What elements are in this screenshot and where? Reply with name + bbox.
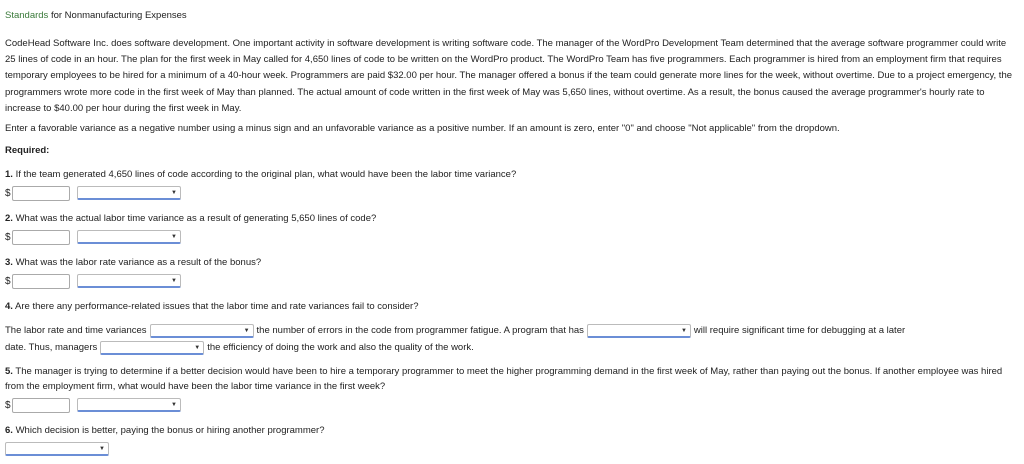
page-title: [5, 10, 1019, 22]
title-rest: for Nonmanufacturing Expenses: [48, 10, 187, 21]
q4-text-part1: The labor rate and time variances: [5, 325, 147, 337]
chevron-down-icon: ▼: [171, 402, 177, 409]
answer-row-5: [5, 395, 1019, 415]
q4-text-part3: will require significant time for debugging at a later: [693, 325, 906, 337]
intro-paragraph: CodeHead Software Inc. does software development. One important activity in software development is writing software code. The manager of the WordPro Development Team determined that the average software programmer could write 25 lines of code in an hour. The plan for the first week in May called for 4,650 lines of code to be written on the WordPro product. The WordPro Team has five programmers. Each programmer is hired from an employment firm that requires temporary employees to be hired for a minimum of a 40-hour week. Programmers are paid $32.00 per hour. The manager offered a bonus if the team could generate more lines for the week, without overtime. Due to a project emergency, the programmers wrote more code in the first week of May than planned. The actual amount of code written in the first week of May was 5,650 lines, without overtime. As a result, the bonus caused the average programmer's hourly rate to increase to $40.00 per hour during the first week in May.: [5, 38, 1013, 114]
q4-answer-sentence: [5, 322, 1019, 356]
currency-symbol: $: [5, 187, 11, 199]
question-text: If the team generated 4,650 lines of code according to the original plan, what would have been the labor time variance?: [12, 169, 517, 181]
q4-dropdown-1[interactable]: [150, 324, 254, 338]
q4-dropdown-3[interactable]: [100, 341, 204, 355]
chevron-down-icon: ▼: [171, 234, 177, 241]
amount-input-3[interactable]: [12, 274, 70, 289]
currency-symbol: $: [5, 231, 11, 243]
q4-text-part4: date. Thus, managers: [5, 342, 98, 354]
decision-dropdown[interactable]: [5, 442, 109, 456]
question-3: [5, 256, 1019, 270]
amount-input-2[interactable]: [12, 230, 70, 245]
amount-input-5[interactable]: [12, 398, 70, 413]
q4-text-part2: the number of errors in the code from programmer fatigue. A program that has: [256, 325, 584, 337]
variance-type-dropdown-1[interactable]: [77, 186, 181, 200]
question-number: 4.: [5, 301, 13, 313]
answer-row-2: [5, 227, 1019, 247]
question-number: 1.: [5, 169, 13, 181]
chevron-down-icon: ▼: [680, 327, 687, 334]
currency-symbol: $: [5, 275, 11, 287]
question-2: [5, 212, 1019, 226]
question-text: What was the actual labor time variance as a result of generating 5,650 lines of code?: [12, 213, 377, 225]
variance-type-dropdown-2[interactable]: [77, 230, 181, 244]
q4-text-part5: the efficiency of doing the work and also the quality of the work.: [207, 342, 474, 354]
question-number: 2.: [5, 213, 13, 225]
question-4: [5, 300, 1019, 314]
question-5: [5, 364, 1019, 394]
q4-dropdown-2[interactable]: [587, 324, 691, 338]
question-number: 3.: [5, 257, 13, 269]
variance-type-dropdown-5[interactable]: [77, 398, 181, 412]
chevron-down-icon: ▼: [243, 327, 250, 334]
question-1: [5, 168, 1019, 182]
instruction-text: Enter a favorable variance as a negative number using a minus sign and an unfavorable variance as a positive number. If an amount is zero, enter "0" and choose "Not applicable" from the dropdown.: [5, 123, 840, 135]
question-6: [5, 424, 1019, 438]
required-label: Required:: [5, 145, 50, 157]
chevron-down-icon: ▼: [171, 190, 177, 197]
answer-row-3: [5, 271, 1019, 291]
amount-input-1[interactable]: [12, 186, 70, 201]
question-text: Which decision is better, paying the bonus or hiring another programmer?: [12, 425, 325, 437]
currency-symbol: $: [5, 399, 11, 411]
question-text: The manager is trying to determine if a better decision would have been to hire a temporary programmer to meet the higher programming demand in the first week of May, rather than paying out the bonus. If another employee was hired from the employment firm, what would have been the labor time variance in the first week?: [5, 366, 1003, 393]
title-prefix: Standards: [5, 10, 49, 21]
chevron-down-icon: ▼: [194, 344, 201, 351]
question-number: 6.: [5, 425, 13, 437]
question-number: 5.: [5, 366, 13, 378]
answer-row-6: [5, 439, 1019, 459]
question-text: Are there any performance-related issues that the labor time and rate variances fail to consider?: [12, 301, 419, 313]
answer-row-1: [5, 183, 1019, 203]
chevron-down-icon: ▼: [99, 446, 105, 453]
chevron-down-icon: ▼: [171, 278, 177, 285]
variance-type-dropdown-3[interactable]: [77, 274, 181, 288]
question-text: What was the labor rate variance as a result of the bonus?: [12, 257, 262, 269]
